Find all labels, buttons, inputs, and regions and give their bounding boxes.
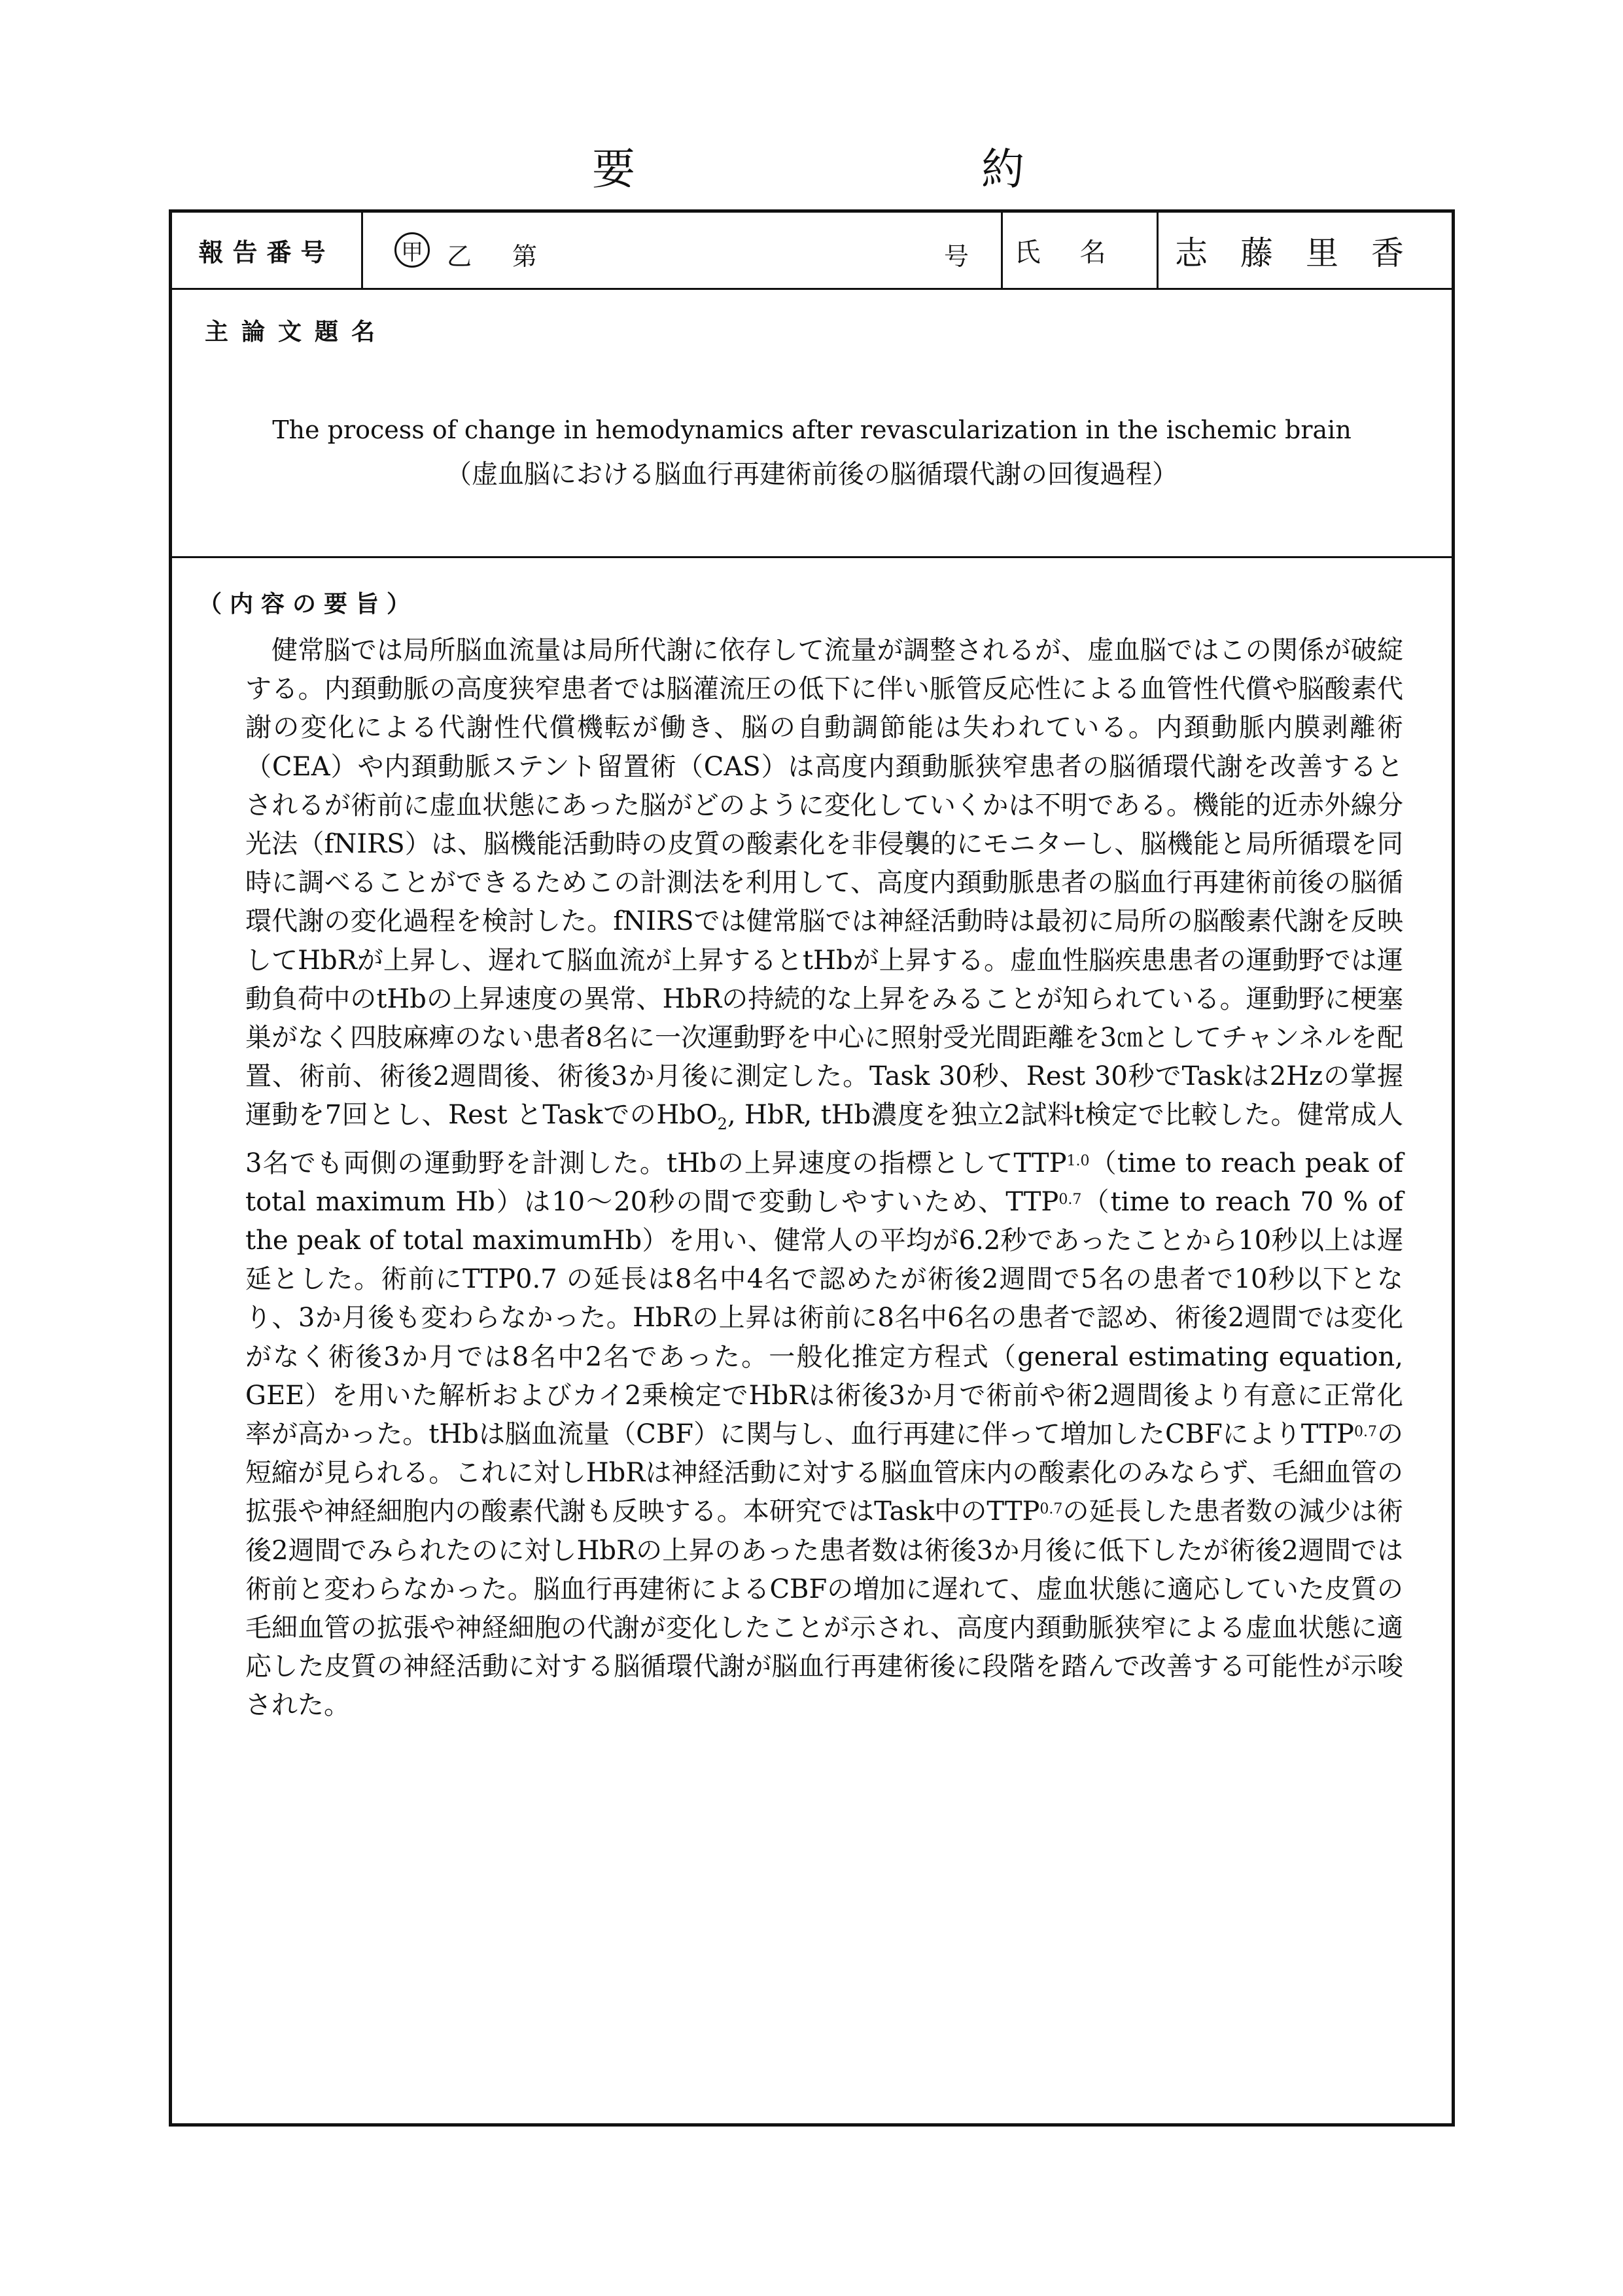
title-char-1: 要 [592,144,635,194]
title-char-2: 約 [981,144,1024,194]
go-label: 号 [944,242,969,271]
thesis-title-japanese: （虚血脳における脳血行再建術前後の脳循環代謝の回復過程） [445,459,1178,489]
summary-paragraph: 健常脳では局所脳血流量は局所代謝に依存して流量が調整されるが、虚血脳ではこの関係が破綻する。内頚動脈の高度狭窄患者では脳灌流圧の低下に伴い脈管反応性による血管性代償や脳酸素代謝の変化による代謝性代償機転が働き、脳の自動調節能は失われている。内頚動脈内膜剥離術（CEA）や内頚動脈ステント留置術（CAS）は高度内頚動脈狭窄患者の脳循環代謝を改善するとされるが術前に虚血状態にあった脳がどのように変化していくかは不明である。機能的近赤外線分光法（fNIRS）は、脳機能活動時の皮質の酸素化を非侵襲的にモニターし、脳機能と局所循環を同時に調べることができるためこの計測法を利用して、高度内頚動脈患者の脳血行再建術前後の脳循環代謝の変化過程を検討した。fNIRSでは健常脳では神経活動時は最初に局所の脳酸素代謝を反映してHbRが上昇し、遅れて脳血流が上昇するとtHbが上昇する。虚血性脳疾患患者の運動野では運動負荷中のtHbの上昇速度の異常、HbRの持続的な上昇をみることが知られている。運動野に梗塞巣がなく四肢麻痺のない患者8名に一次運動野を中心に照射受光間距離を3㎝としてチャンネルを配置、術前、術後2週間後、術後3か月後に測定した。Task 30秒、Rest 30秒でTaskは2Hzの掌握運動を7回とし、Rest とTaskでのHbO$_2$, HbR, tHb濃度を独立2試料t検定で比較した。健常成人3名でも両側の運動野を計測した。tHbの上昇速度の指標として$TTP^{1.0}(time$ to reach peak of total maximum Hb）は10～20秒の間で変動しやすいため、$TTP^{0.7}(time$ to reach 70 % of the peak of total maximumHb）を用い、健常人の平均が6.2秒であったことから10秒以上は遅延とした。術前にTTP0.7 の延長は8名中4名で認めたが術後2週間で5名の患者で10秒以下となり、3か月後も変わらなかった。HbRの上昇は術前に8名中6名の患者で認め、術後2週間では変化がなく術後3か月では8名中2名であった。一般化推定方程式（general estimating equation, GEE）を用いた解析およびカイ2乗検定でHbRは術後3か月で術前や術2週間後より有意に正常化率が高かった。tHbは脳血流量（CBF）に関与し、血行再建に伴って増加したCBFにより$TTP^{0.7}$の短縮が見られる。これに対しHbRは神経活動に対する脳血管床内の酸素化のみならず、毛細血管の拡張や神経細胞内の酸素代謝も反映する。本研究ではTask中の$TTP^{0.7}$の延長した患者数の減少は術後2週間でみられたのに対しHbRの上昇のあった患者数は術後3か月後に低下したが術後2週間では術前と変わらなかった。脳血行再建術によるCBFの増加に遅れて、虚血状態に適応していた皮質の毛細血管の拡張や神経細胞の代謝が変化したことが示され、高度内頚動脈狭窄による虚血状態に適応した皮質の神経活動に対する脳循環代謝が脳血行再建術後に段階を踏んで改善する可能性が示唆された。 [245,635,1404,1721]
thesis-title-section [172,290,1452,558]
report-number-label: 報告番号 [172,213,363,288]
summary-body [245,631,1403,1725]
header-row [172,213,1452,290]
otsu-label: 乙 [447,242,472,271]
summary-form [169,209,1455,2127]
document-title [0,134,1623,206]
thesis-title-english: The process of change in hemodynamics after revascularization in the ischemic brain [272,415,1352,444]
name-label: 氏名 [1003,213,1159,288]
author-name: 志藤里香 [1175,234,1437,272]
thesis-title-label: 主論文題名 [205,319,389,345]
summary-label: （内容の要旨） [198,591,419,618]
dai-label: 第 [512,242,538,271]
kou-circled: 甲 [394,232,430,268]
